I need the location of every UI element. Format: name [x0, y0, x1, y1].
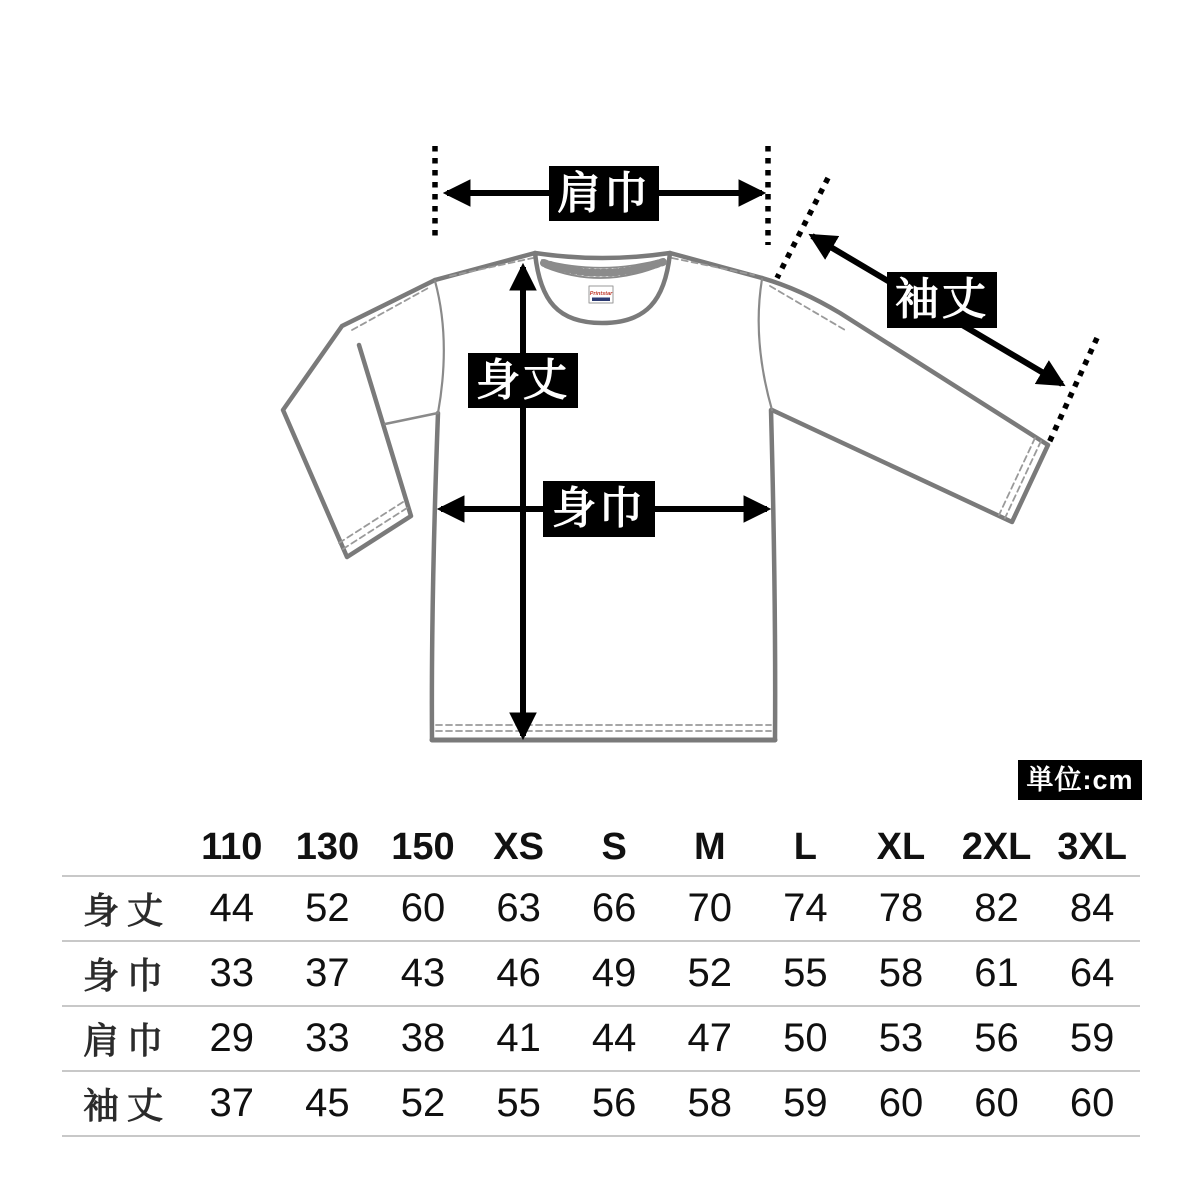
size-value-cell: 37 [209, 1081, 255, 1125]
size-value-cell: 84 [1069, 886, 1115, 930]
size-value-cell: 60 [878, 1081, 924, 1125]
size-value-cell: 43 [400, 951, 446, 995]
size-value-cell: 64 [1069, 951, 1115, 995]
table-row [62, 941, 1140, 1006]
size-value-cell: 56 [974, 1016, 1019, 1060]
size-column-header: 2XL [961, 826, 1032, 868]
size-value-cell: 61 [974, 951, 1019, 995]
size-value-cell: 52 [687, 951, 733, 995]
corner-cell [62, 820, 184, 876]
size-table-header-row [62, 820, 1140, 876]
size-value-cell: 60 [400, 886, 446, 930]
size-value-cell: 56 [591, 1081, 637, 1125]
size-column-header: L [793, 826, 817, 868]
size-value-cell: 41 [496, 1016, 541, 1060]
size-column-header: 150 [391, 826, 455, 868]
size-value-cell: 44 [209, 886, 255, 930]
size-value-cell: 59 [783, 1081, 828, 1125]
size-value-cell: 66 [591, 886, 637, 930]
size-value-cell: 53 [878, 1016, 924, 1060]
size-value-cell: 82 [974, 886, 1019, 930]
table-row [62, 1071, 1140, 1136]
size-value-cell: 74 [783, 886, 828, 930]
size-value-cell: 63 [496, 886, 541, 930]
size-value-cell: 60 [974, 1081, 1019, 1125]
size-value-cell: 58 [878, 951, 924, 995]
size-value-cell: 52 [305, 886, 350, 930]
size-value-cell: 55 [496, 1081, 541, 1125]
size-column-header: XS [493, 826, 544, 868]
size-value-cell: 49 [591, 951, 637, 995]
label-body-width: 身巾 [543, 481, 655, 537]
size-value-cell: 52 [400, 1081, 446, 1125]
collar-brand-tag [589, 286, 613, 303]
collar-brand-tag-text: Printstar [589, 291, 613, 297]
size-value-cell: 47 [687, 1016, 733, 1060]
size-column-header: 3XL [1057, 826, 1128, 868]
sleeve-top-dotted-line [777, 178, 828, 278]
size-value-cell: 44 [591, 1016, 637, 1060]
size-value-cell: 33 [305, 1016, 350, 1060]
size-column-header: M [693, 826, 726, 868]
size-value-cell: 37 [305, 951, 350, 995]
size-value-cell: 58 [687, 1081, 733, 1125]
size-value-cell: 29 [209, 1016, 255, 1060]
size-value-cell: 70 [687, 886, 733, 930]
table-row [62, 1006, 1140, 1071]
size-value-cell: 59 [1069, 1016, 1115, 1060]
row-label: 身巾 [83, 955, 172, 996]
size-table [62, 820, 1140, 1137]
label-body-length: 身丈 [468, 353, 578, 408]
size-value-cell: 33 [209, 951, 255, 995]
table-row [62, 876, 1140, 941]
row-label: 肩巾 [83, 1020, 172, 1061]
size-value-cell: 78 [878, 886, 924, 930]
size-value-cell: 55 [783, 951, 828, 995]
size-value-cell: 50 [783, 1016, 828, 1060]
label-sleeve-length: 袖丈 [887, 272, 997, 328]
size-column-header: S [601, 826, 627, 868]
sleeve-cuff-dotted-line [1048, 338, 1097, 445]
row-label: 身丈 [83, 890, 172, 931]
unit-badge: 単位:cm [1018, 760, 1142, 800]
size-column-header: 110 [201, 826, 263, 868]
row-label: 袖丈 [83, 1085, 172, 1126]
size-column-header: 130 [295, 826, 360, 868]
size-column-header: XL [876, 826, 926, 868]
size-value-cell: 45 [305, 1081, 350, 1125]
size-value-cell: 38 [400, 1016, 446, 1060]
label-shoulder-width: 肩巾 [549, 166, 659, 221]
size-value-cell: 46 [496, 951, 541, 995]
size-value-cell: 60 [1069, 1081, 1115, 1125]
